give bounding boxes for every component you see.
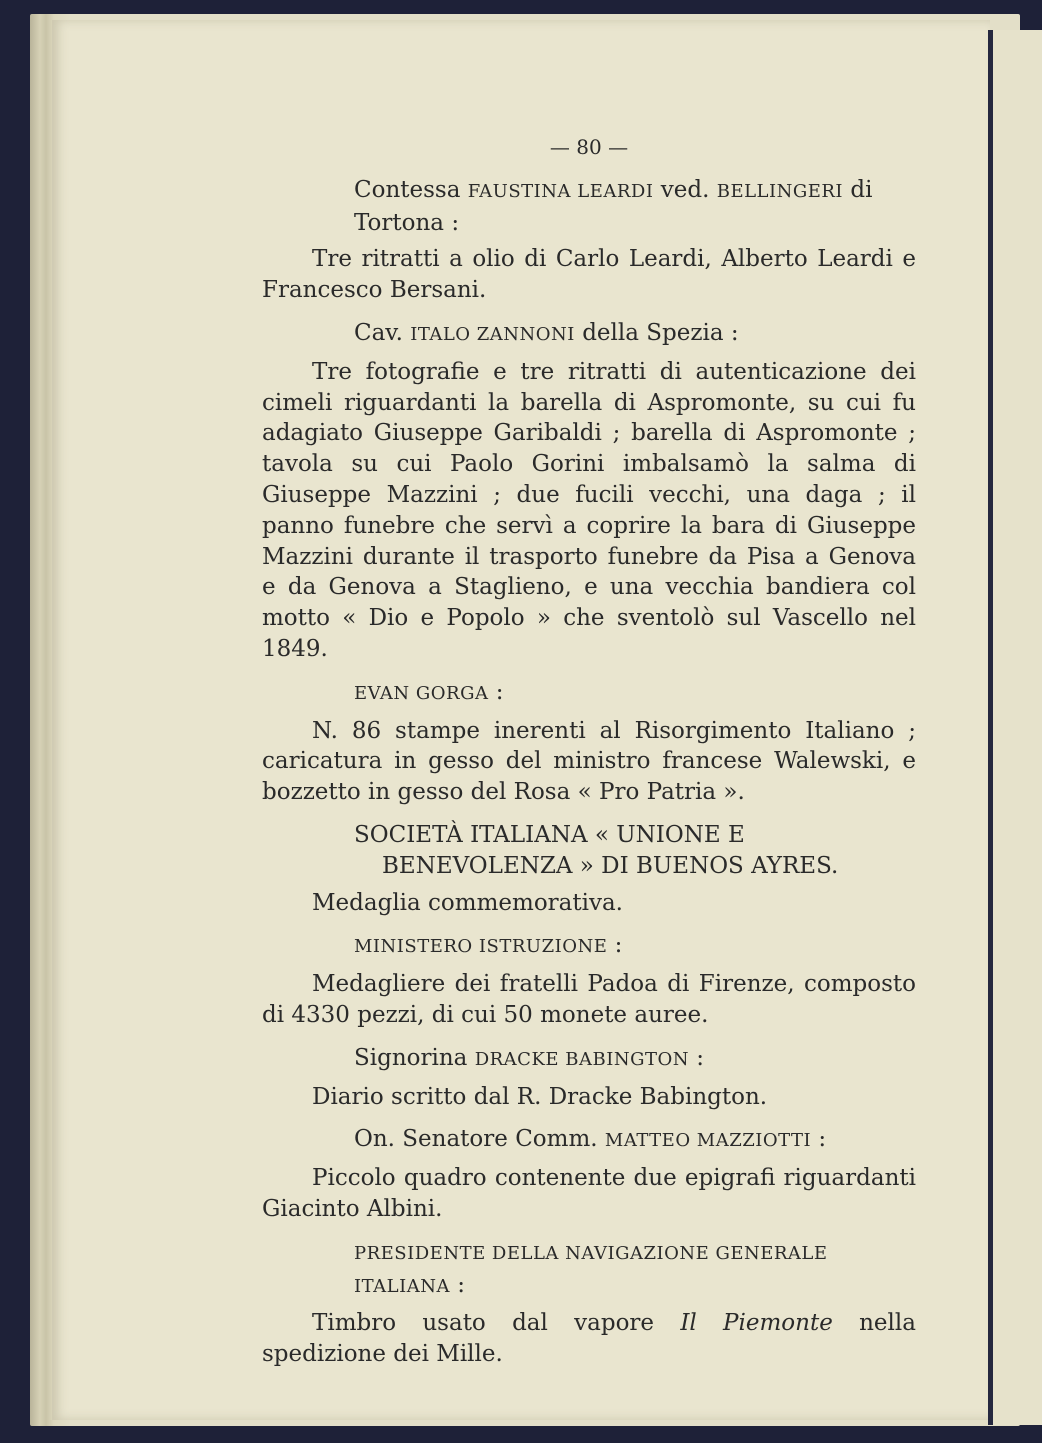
entry-donor	[262, 820, 916, 882]
donor-text-part: »	[572, 852, 602, 879]
entry-donor	[262, 930, 916, 963]
donor-text-part: DRACKE BABINGTON	[474, 1048, 689, 1070]
donor-text-part: «	[587, 821, 617, 848]
entry-description: Tre ritratti a olio di Carlo Leardi, Alberto Leardi e Francesco Bersani.	[262, 246, 916, 304]
entry-description: Medaglia commemorativa.	[312, 889, 623, 916]
entry-donor	[262, 1124, 916, 1157]
page-number: — 80 —	[549, 135, 629, 159]
entry-description: Piccolo quadro contenente due epigrafi riguardanti Giacinto Albini.	[262, 1165, 916, 1222]
donor-text-part: :	[449, 1271, 466, 1298]
description-part: Timbro usato dal vapore	[312, 1310, 681, 1337]
donor-text-part: On. Senatore Comm.	[354, 1126, 605, 1153]
donor-text-part: .	[831, 852, 839, 879]
description-part: Il Piemonte	[680, 1310, 833, 1337]
donor-text-part: Signorina	[354, 1044, 475, 1071]
entry-description: Diario scritto dal R. Dracke Babington.	[312, 1083, 768, 1110]
donor-text-part: :	[488, 678, 504, 705]
page-text	[262, 132, 916, 1370]
donor-text-part: BELLINGERI	[716, 180, 844, 202]
donor-text-part: :	[688, 1044, 705, 1071]
donor-text-part: EVAN GORGA	[354, 682, 489, 704]
entry-donor	[262, 1043, 916, 1076]
description-part: nella spedizione dei Mille.	[262, 1310, 916, 1368]
entry-description: Medagliere dei fratelli Padoa di Firenze, composto di 4330 pezzi, di cui 50 monete auree.	[262, 971, 916, 1028]
donor-text-part: SOCIETÀ ITALIANA	[354, 821, 588, 848]
donor-text-part: UNIONE E BENEVOLENZA	[382, 821, 745, 879]
donor-text-part: Contessa	[354, 176, 468, 203]
facing-page-edge	[993, 30, 1042, 1425]
donor-text-part: Cav.	[354, 319, 411, 346]
entry-description: Tre fotografie e tre ritratti di autenticazione dei cimeli riguardanti la barella di Aspromonte, su cui fu adagiato Giuseppe Garibaldi ; barella di Aspromonte ; tavola su cui Paolo Gorini imbalsamò la salma di Giuseppe Mazzini ; due fucili vecchi, una daga ; il panno funebre che servì a coprire la bara di Giuseppe Mazzini durante il trasporto funebre da Pisa a Genova e da Genova a Staglieno, e una vecchia bandiera col motto « Dio e Popolo » che sventolò sul Vascello nel 1849.	[262, 358, 916, 662]
donor-text-part: FAUSTINA LEARDI	[467, 180, 654, 202]
donor-text-part: :	[607, 932, 623, 959]
donor-text-part: :	[811, 1126, 827, 1153]
donor-text-part: DI BUENOS AYRES	[601, 852, 832, 879]
entry-donor	[262, 318, 916, 351]
entry-description	[262, 1308, 916, 1370]
donor-text-part: di Tortona :	[354, 176, 873, 236]
donor-text-part: ved.	[653, 176, 717, 203]
donor-text-part: MATTEO MAZZIOTTI	[604, 1130, 812, 1152]
entry-donor	[262, 677, 916, 710]
donor-text-part: ITALO ZANNONI	[410, 323, 575, 345]
entry-donor	[262, 1237, 916, 1303]
entry-description: N. 86 stampe inerenti al Risorgimento Italiano ; caricatura in gesso del ministro francese Walewski, e bozzetto in gesso del Rosa « Pro Patria ».	[262, 717, 916, 806]
entry-donor	[262, 175, 916, 239]
donor-text-part: PRESIDENTE DELLA NAVIGAZIONE GENERALE ITALIANA	[354, 1242, 828, 1297]
donor-text-part: della Spezia :	[574, 319, 739, 346]
entries-list	[262, 175, 916, 1370]
donor-text-part: MINISTERO ISTRUZIONE	[354, 936, 608, 958]
